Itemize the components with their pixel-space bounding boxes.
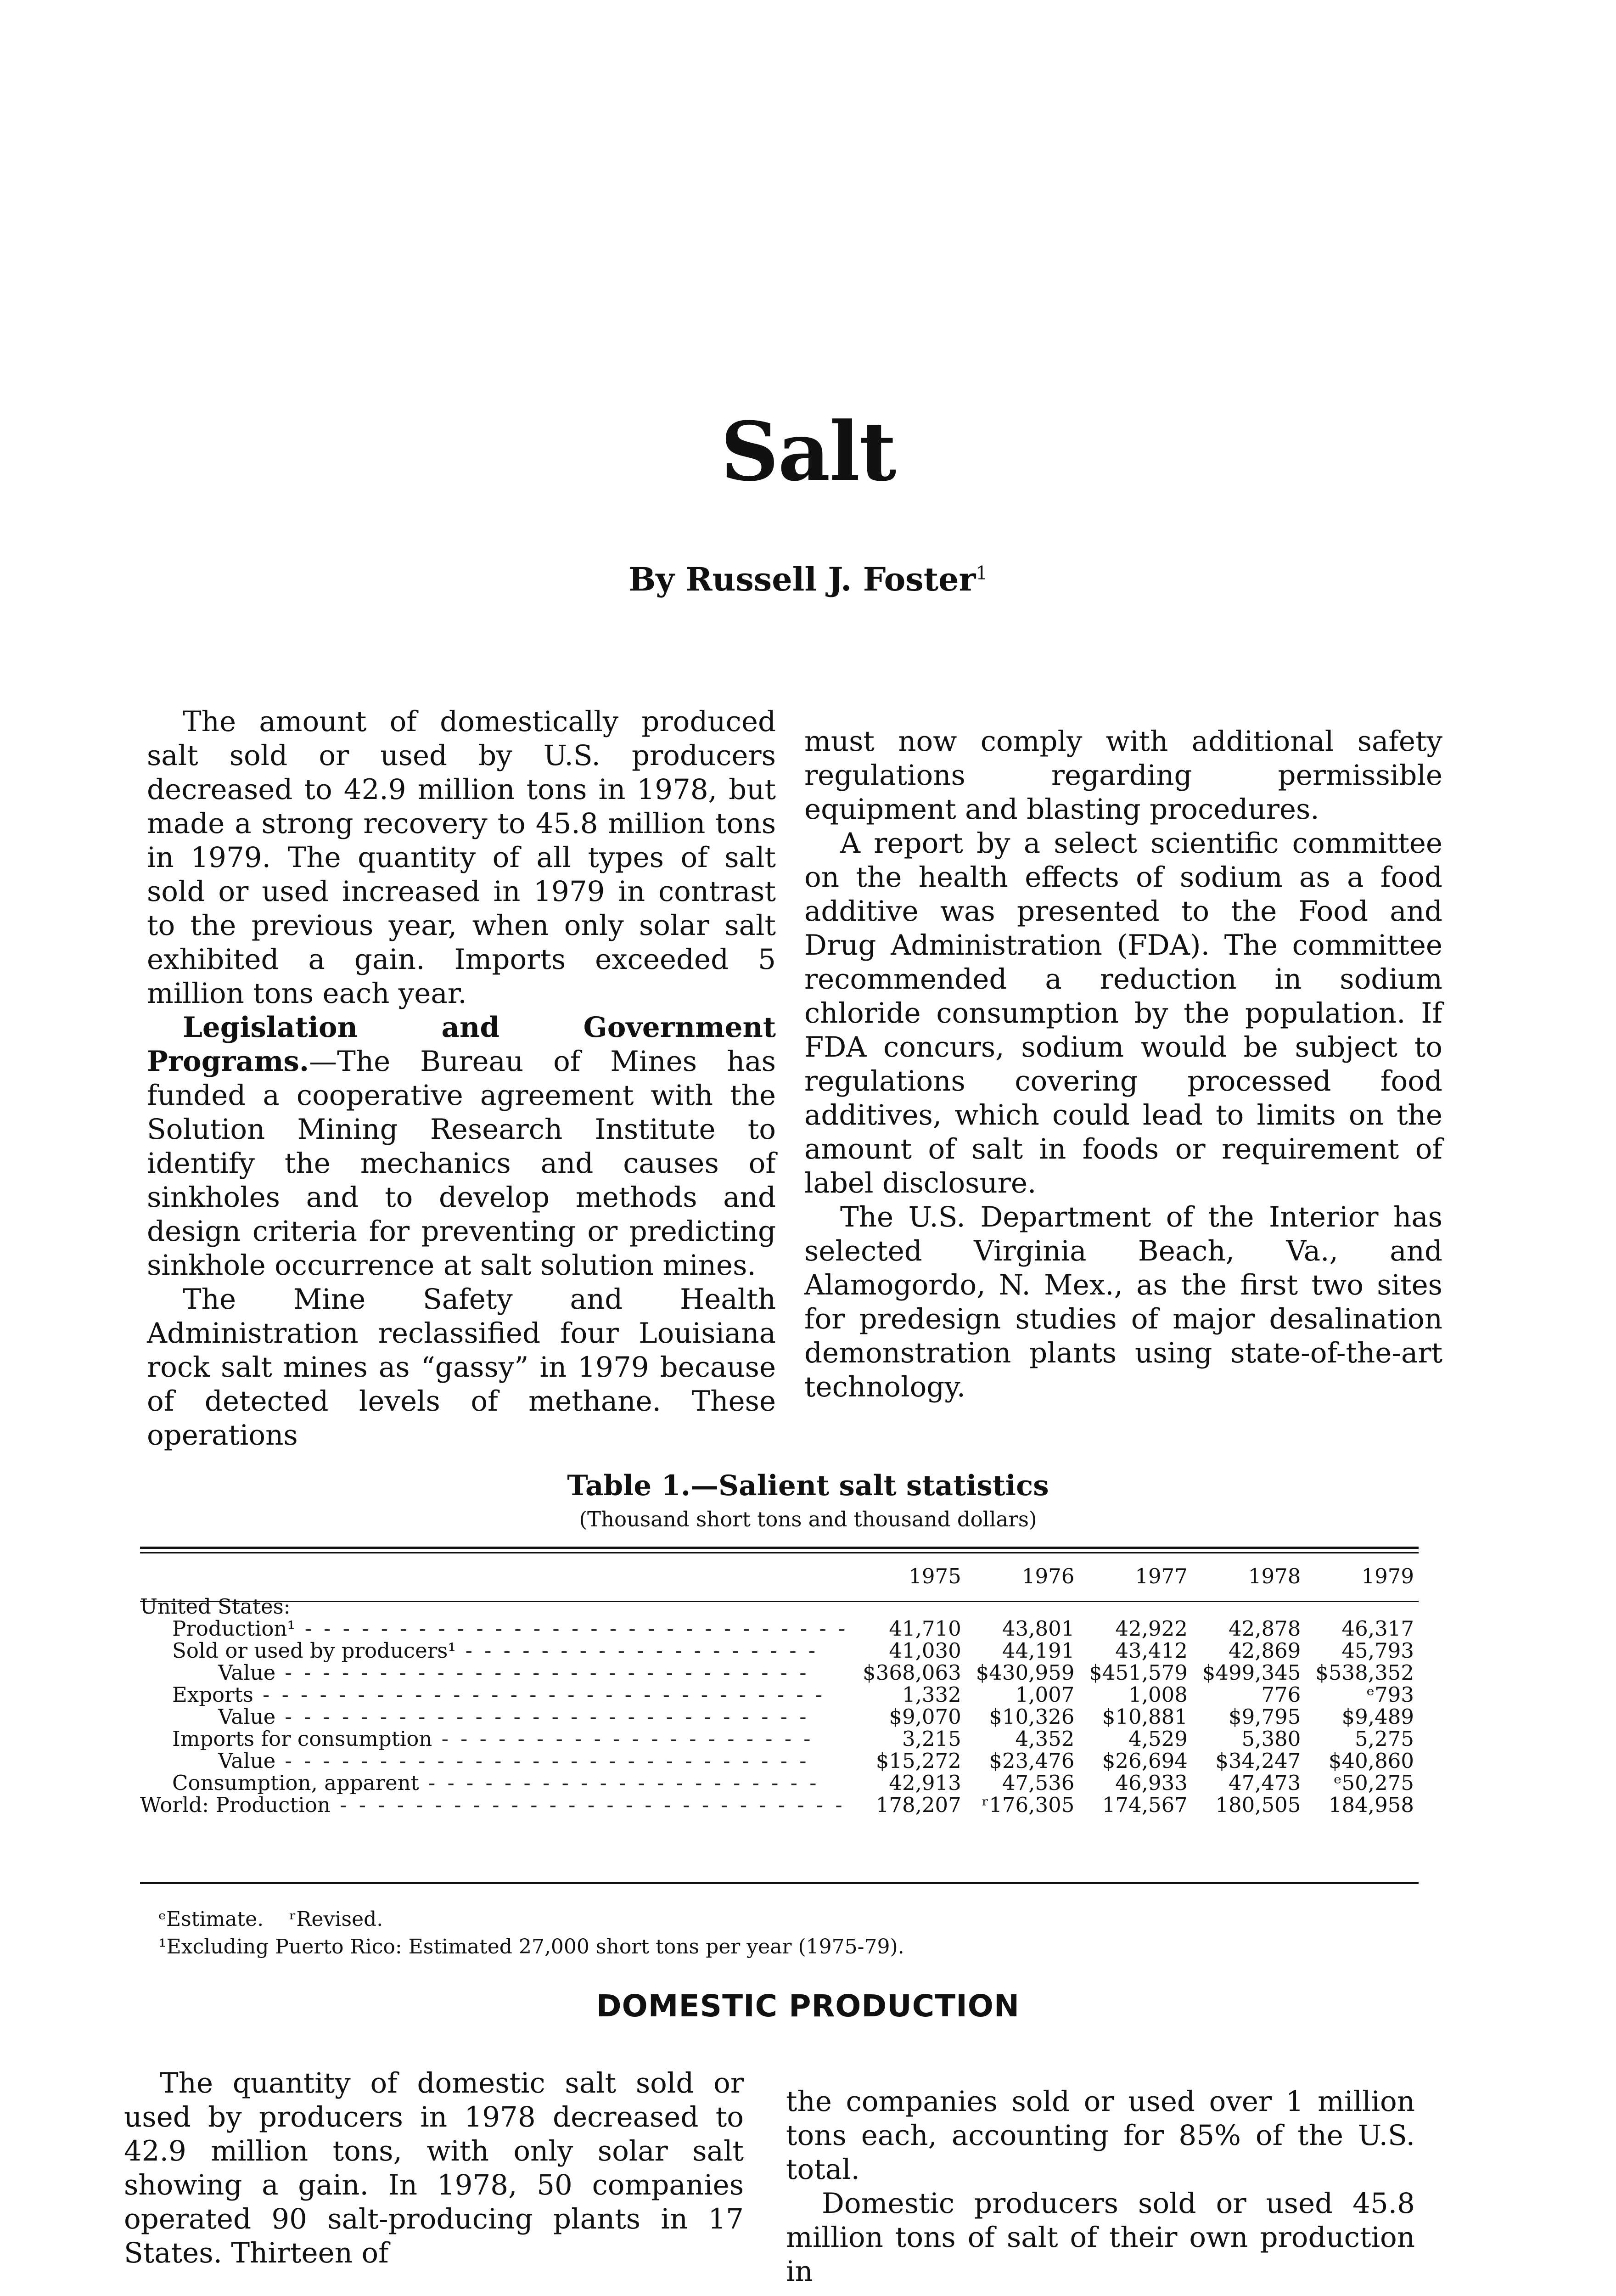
table-bottom-rule [140, 1882, 1419, 1884]
year-header: 1978 [1248, 1564, 1301, 1588]
row-label: Value [218, 1662, 276, 1684]
intro-right-column [804, 725, 1442, 1404]
cell: $10,326 [989, 1705, 1075, 1729]
cell: 4,529 [1128, 1727, 1188, 1751]
cell: 1,008 [1128, 1683, 1188, 1707]
cell: 1,007 [1015, 1683, 1075, 1707]
row-label: Value [218, 1706, 276, 1728]
table-subtitle: (Thousand short tons and thousand dollars) [579, 1507, 1037, 1531]
cell: 3,215 [902, 1727, 961, 1751]
domestic-paragraph: the companies sold or used over 1 million tons each, accounting for 85% of the U.S. total. [786, 2085, 1415, 2186]
cell: 1,332 [902, 1683, 961, 1707]
cell: 42,869 [1228, 1638, 1301, 1663]
cell: 46,317 [1341, 1616, 1414, 1641]
cell: $26,694 [1102, 1749, 1188, 1773]
year-header: 1979 [1361, 1564, 1414, 1588]
cell: 43,412 [1115, 1638, 1188, 1663]
cell: 180,505 [1215, 1793, 1301, 1817]
cell: 776 [1261, 1683, 1301, 1707]
cell: 42,913 [889, 1771, 961, 1795]
cell: 174,567 [1102, 1793, 1188, 1817]
sodium-paragraph: A report by a select scientific committee on the health effects of sodium as a food additive was presented to the Food and Drug Administration (FDA). The committee recommended a reduction in sodium chloride consumption by the population. If FDA concurs, sodium would be subject to regulations covering processed food additives, which could lead to limits on the amount of salt in foods or requirement of label disclosure. [804, 827, 1442, 1199]
table-row: Production¹ - - - - - - - - - - - - - - - - - - - - - - - - - - - - - 41,710 43,801 42,922 42,878 46,317 [140, 1618, 1419, 1640]
table-row: Value - - - - - - - - - - - - - - - - - - - - - - - - - - - - $9,070 $10,326 $10,881 $9,795 $9,489 [140, 1706, 1419, 1728]
header-blank [140, 1564, 853, 1596]
revised-note: ʳRevised. [289, 1908, 383, 1931]
domestic-right-column [786, 2085, 1415, 2289]
row-label: Production¹ [172, 1618, 296, 1640]
safety-paragraph: must now comply with additional safety regulations regarding permissible equipment and blasting procedures. [804, 725, 1442, 826]
table-notes [158, 1906, 904, 1961]
cell: 4,352 [1015, 1727, 1075, 1751]
cell: ᵉ793 [1366, 1683, 1414, 1707]
cell: $368,063 [863, 1660, 961, 1685]
row-label: Exports [172, 1684, 253, 1706]
cell: 45,793 [1341, 1638, 1414, 1663]
legislation-text: —The Bureau of Mines has funded a cooperative agreement with the Solution Mining Research Institute to identify the mechanics and causes of sinkholes and to develop methods and design criteria for preventing or predicting sinkhole occurrence at salt solution mines. [147, 1045, 776, 1282]
cell: 47,473 [1228, 1771, 1301, 1795]
cell: $499,345 [1202, 1660, 1301, 1685]
row-label: Sold or used by producers¹ [172, 1640, 456, 1662]
desalination-paragraph: The U.S. Department of the Interior has selected Virginia Beach, Va., and Alamogordo, N. Mex., as the first two sites for predesign studies of major desalination demonstration plants using state-of-the-art technology. [804, 1201, 1442, 1403]
cell: 178,207 [875, 1793, 961, 1817]
cell: 47,536 [1002, 1771, 1075, 1795]
section-run-in-head: Legislation and Government Programs. [147, 1011, 776, 1078]
domestic-paragraph: The quantity of domestic salt sold or used by producers in 1978 decreased to 42.9 million tons, with only solar salt showing a gain. In 1978, 50 companies operated 90 salt-producing plants in 17 States. Thirteen of [124, 2067, 744, 2269]
table-row: Sold or used by producers¹ - - - - - - - - - - - - - - - - - - - 41,030 44,191 43,412 42,869 45,793 [140, 1640, 1419, 1662]
cell: 41,030 [889, 1638, 961, 1663]
row-label: Consumption, apparent [172, 1772, 419, 1794]
salient-statistics-table [140, 1564, 1419, 1816]
table-top-rule-2 [140, 1552, 1419, 1553]
cell: 42,922 [1115, 1616, 1188, 1641]
table-row: Exports - - - - - - - - - - - - - - - - - - - - - - - - - - - - - - 1,332 1,007 1,008 776 ᵉ793 [140, 1684, 1419, 1706]
cell: 43,801 [1002, 1616, 1075, 1641]
cell: 5,380 [1241, 1727, 1301, 1751]
domestic-paragraph: Domestic producers sold or used 45.8 million tons of salt of their own production in [786, 2187, 1415, 2288]
cell: $34,247 [1215, 1749, 1301, 1773]
cell: 42,878 [1228, 1616, 1301, 1641]
estimate-note: ᵉEstimate. [158, 1908, 264, 1931]
legislation-paragraph [147, 1011, 776, 1283]
cell: $9,489 [1341, 1705, 1414, 1729]
cell: $15,272 [875, 1749, 961, 1773]
cell: $9,070 [889, 1705, 961, 1729]
cell: 46,933 [1115, 1771, 1188, 1795]
footnote-marker: 1 [976, 563, 988, 584]
cell: 41,710 [889, 1616, 961, 1641]
footnote-1: ¹Excluding Puerto Rico: Estimated 27,000 short tons per year (1975-79). [158, 1935, 904, 1958]
table-row: World: Production - - - - - - - - - - - - - - - - - - - - - - - - - - - 178,207 ʳ176,305 174,567 180,505 184,958 [140, 1794, 1419, 1816]
cell: $9,795 [1228, 1705, 1301, 1729]
cell: $538,352 [1315, 1660, 1414, 1685]
table-note-line [158, 1906, 904, 1933]
row-label: Value [218, 1750, 276, 1772]
cell: $430,959 [976, 1660, 1075, 1685]
cell: $10,881 [1102, 1705, 1188, 1729]
domestic-left-column [124, 2066, 744, 2270]
cell: 44,191 [1002, 1638, 1075, 1663]
table-row: Value - - - - - - - - - - - - - - - - - - - - - - - - - - - - $15,272 $23,476 $26,694 $34,247 $40,860 [140, 1750, 1419, 1772]
table-top-rule [140, 1547, 1419, 1549]
table-row: Imports for consumption - - - - - - - - - - - - - - - - - - - - 3,215 4,352 4,529 5,380 5,275 [140, 1728, 1419, 1750]
cell: $40,860 [1328, 1749, 1414, 1773]
table-title: Table 1.—Salient salt statistics [567, 1469, 1049, 1502]
intro-left-column [147, 705, 776, 1452]
cell: 5,275 [1355, 1727, 1414, 1751]
row-label: Imports for consumption [172, 1728, 432, 1750]
year-header: 1975 [909, 1564, 961, 1588]
byline [0, 560, 1616, 598]
section-heading: DOMESTIC PRODUCTION [596, 1988, 1020, 2024]
byline-text: By Russell J. Foster [628, 560, 976, 598]
table-group-row [140, 1596, 1419, 1618]
group-label: United States: [140, 1596, 291, 1618]
cell: $23,476 [989, 1749, 1075, 1773]
cell: $451,579 [1089, 1660, 1188, 1685]
msha-paragraph: The Mine Safety and Health Administration reclassified four Louisiana rock salt mines as “gassy” in 1979 because of detected levels of methane. These operations [147, 1283, 776, 1452]
row-label: World: Production [140, 1794, 331, 1816]
article-title: Salt [720, 404, 896, 499]
table-row: Value - - - - - - - - - - - - - - - - - - - - - - - - - - - - $368,063 $430,959 $451,579 $499,345 $538,352 [140, 1662, 1419, 1684]
intro-paragraph: The amount of domestically produced salt sold or used by U.S. producers decreased to 42.9 million tons in 1978, but made a strong recovery to 45.8 million tons in 1979. The quantity of all types of salt sold or used increased in 1979 in contrast to the previous year, when only solar salt exhibited a gain. Imports exceeded 5 million tons each year. [147, 705, 776, 1010]
table-header-row [140, 1564, 1419, 1596]
year-header: 1976 [1021, 1564, 1075, 1588]
cell: ᵉ50,275 [1334, 1771, 1414, 1795]
year-header: 1977 [1135, 1564, 1188, 1588]
table-row: Consumption, apparent - - - - - - - - - - - - - - - - - - - - - 42,913 47,536 46,933 47,473 ᵉ50,275 [140, 1772, 1419, 1794]
cell: ʳ176,305 [982, 1793, 1075, 1817]
cell: 184,958 [1328, 1793, 1414, 1817]
